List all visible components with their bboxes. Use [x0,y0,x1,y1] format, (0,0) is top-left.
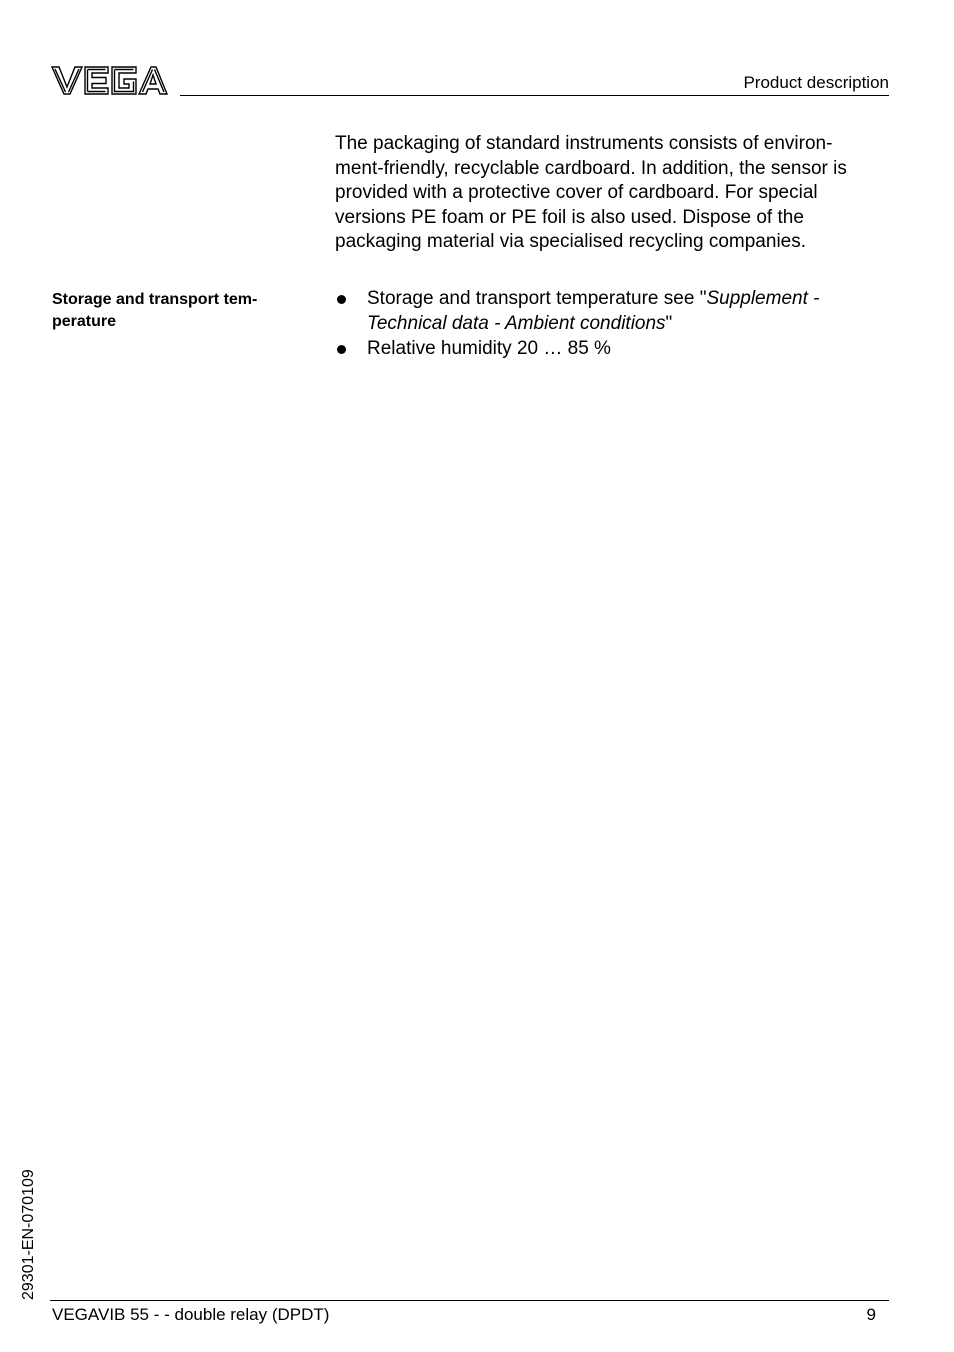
packaging-line: provided with a protective cover of cardboard. For special [335,182,818,203]
list-item [335,337,895,362]
packaging-line: ment-friendly, recyclable cardboard. In addition, the sensor is [335,157,847,179]
packaging-line: versions PE foam or PE foil is also used. Dispose of the [335,206,804,228]
packaging-line: The packaging of standard instruments consists of environ- [335,133,833,154]
bullet-line [367,312,895,337]
footer-title: VEGAVIB 55 - - double relay (DPDT) [52,1305,330,1324]
storage-heading [52,289,312,333]
header-rule [180,95,889,96]
storage-heading-line: perature [52,313,117,330]
bullet-icon [337,295,346,304]
bullet-text: Relative humidity 20 … 85 % [367,338,611,359]
storage-heading-line: Storage and transport tem- [52,291,258,308]
bullet-icon [337,345,346,354]
storage-bullet-list [335,287,895,363]
packaging-line: packaging material via specialised recycling companies. [335,231,807,252]
bullet-italic: Supplement - [706,288,820,309]
bullet-italic: Technical data - Ambient conditions [367,312,666,334]
page-number: 9 [866,1305,876,1324]
list-item [335,287,895,336]
footer-rule [50,1300,889,1301]
vega-logo [50,64,168,96]
bullet-text: " [665,312,673,334]
bullet-text: Storage and transport temperature see " [367,288,707,309]
bullet-line [367,287,895,312]
document-code: 29301-EN-070109 [20,1169,37,1300]
packaging-paragraph [335,132,895,255]
section-title: Product description [743,73,889,92]
